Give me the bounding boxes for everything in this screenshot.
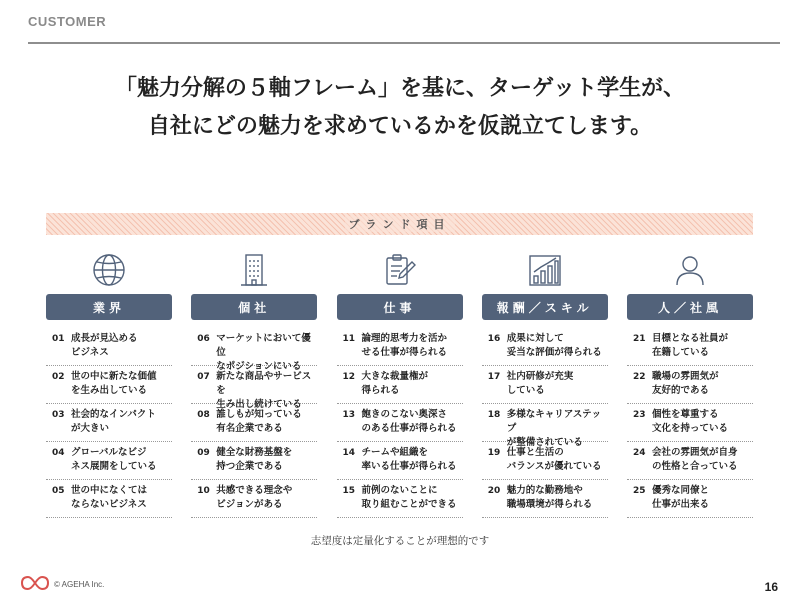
item-number: 07 [197, 372, 210, 382]
item-number: 12 [342, 372, 356, 382]
item-text: 成長が見込める ビジネス [71, 333, 138, 358]
item-number: 16 [487, 334, 501, 344]
item-text: 論理的思考力を活か せる仕事が得られる [361, 333, 448, 358]
column-header: 報酬／スキル [482, 294, 608, 320]
headline-line-1: 「魅力分解の５軸フレーム」を基に、ターゲット学生が、 [114, 76, 686, 101]
item-number: 08 [197, 410, 210, 420]
item-number: 22 [633, 372, 646, 382]
item-text: グローバルなビジ ネス展開をしている [71, 447, 157, 472]
list-item [191, 330, 317, 372]
item-number: 15 [342, 486, 356, 496]
building-icon [191, 248, 317, 292]
item-text: 多様なキャリアステップ が整備されている [506, 409, 602, 448]
list-item [46, 444, 172, 480]
person-icon [627, 248, 753, 292]
list-item [337, 406, 463, 442]
item-text: 大きな裁量権が 得られる [361, 371, 429, 396]
clipboard-pen-icon [337, 248, 463, 292]
list-item [482, 368, 608, 404]
item-text: 飽きのこない奥深さ のある仕事が得られる [361, 409, 457, 434]
item-number: 01 [52, 334, 65, 344]
item-number: 11 [342, 334, 356, 344]
top-rule [28, 42, 780, 44]
column-header: 仕事 [337, 294, 463, 320]
item-number: 14 [342, 448, 356, 458]
item-text: 世の中になくては ならないビジネス [71, 485, 148, 510]
list-item [337, 482, 463, 518]
item-text: 誰しもが知っている 有名企業である [216, 409, 302, 434]
list-item [337, 330, 463, 366]
item-number: 18 [487, 410, 501, 420]
item-text: 新たな商品やサービスを 生み出し続けている [216, 371, 312, 410]
item-number: 05 [52, 486, 65, 496]
bar-chart-icon [482, 248, 608, 292]
item-text: 仕事と生活の バランスが優れている [506, 447, 602, 472]
item-number: 20 [487, 486, 501, 496]
column-header: 人／社風 [627, 294, 753, 320]
page-number: 16 [764, 580, 778, 594]
list-item [191, 368, 317, 410]
item-text: 前例のないことに 取り組むことができる [361, 485, 457, 510]
item-text: 個性を尊重する 文化を持っている [652, 409, 729, 434]
brand-band-label: ブランド項目 [345, 216, 455, 232]
company-logo-icon [20, 572, 50, 592]
list-item [337, 444, 463, 480]
item-number: 06 [197, 334, 210, 344]
item-text: 世の中に新たな価値 を生み出している [71, 371, 157, 396]
item-number: 13 [342, 410, 356, 420]
item-text: 社会的なインパクト が大きい [71, 409, 156, 434]
list-item [627, 482, 753, 518]
column-compensation-skill [482, 248, 608, 516]
list-item [46, 482, 172, 518]
item-list [191, 330, 317, 518]
item-text: チームや組織を 率いる仕事が得られる [361, 447, 457, 472]
item-text: 職場の雰囲気が 友好的である [652, 371, 719, 396]
section-label: CUSTOMER [28, 14, 107, 29]
list-item [46, 406, 172, 442]
item-text: 優秀な同僚と 仕事が出来る [652, 485, 710, 510]
globe-icon [46, 248, 172, 292]
list-item [627, 444, 753, 480]
list-item [191, 444, 317, 480]
headline [0, 70, 800, 146]
column-work [337, 248, 463, 516]
item-list [627, 330, 753, 518]
list-item [627, 406, 753, 442]
item-text: 会社の雰囲気が自身 の性格と合っている [652, 447, 738, 472]
item-text: 目標となる社員が 在籍している [652, 333, 729, 358]
item-number: 24 [633, 448, 646, 458]
column-header: 業界 [46, 294, 172, 320]
item-number: 09 [197, 448, 210, 458]
column-header: 個社 [191, 294, 317, 320]
brand-band [46, 213, 753, 235]
list-item [191, 406, 317, 442]
item-number: 23 [633, 410, 646, 420]
item-number: 04 [52, 448, 65, 458]
column-people-culture [627, 248, 753, 516]
brand-columns [46, 248, 753, 516]
list-item [627, 368, 753, 404]
item-number: 02 [52, 372, 65, 382]
item-number: 03 [52, 410, 65, 420]
item-list [482, 330, 608, 518]
item-number: 10 [197, 486, 210, 496]
item-number: 19 [487, 448, 501, 458]
list-item [46, 330, 172, 366]
item-number: 25 [633, 486, 646, 496]
list-item [482, 330, 608, 366]
list-item [482, 482, 608, 518]
list-item [627, 330, 753, 366]
column-company [191, 248, 317, 516]
item-number: 17 [487, 372, 501, 382]
footnote: 志望度は定量化することが理想的です [310, 535, 490, 547]
list-item [337, 368, 463, 404]
item-text: 健全な財務基盤を 持つ企業である [216, 447, 293, 472]
copyright: © AGEHA Inc. [54, 580, 105, 589]
list-item [482, 406, 608, 448]
item-text: 魅力的な勤務地や 職場環境が得られる [506, 485, 593, 510]
list-item [46, 368, 172, 404]
item-text: 共感できる理念や ビジョンがある [216, 485, 293, 510]
item-text: マーケットにおいて優位 なポジションにいる [216, 333, 311, 372]
column-industry [46, 248, 172, 516]
item-text: 社内研修が充実 している [506, 371, 574, 396]
headline-line-2: 自社にどの魅力を求めているかを仮説立てします。 [147, 114, 653, 139]
item-number: 21 [633, 334, 646, 344]
item-text: 成果に対して 妥当な評価が得られる [506, 333, 602, 358]
list-item [191, 482, 317, 518]
item-list [46, 330, 172, 518]
list-item [482, 444, 608, 480]
item-list [337, 330, 463, 518]
